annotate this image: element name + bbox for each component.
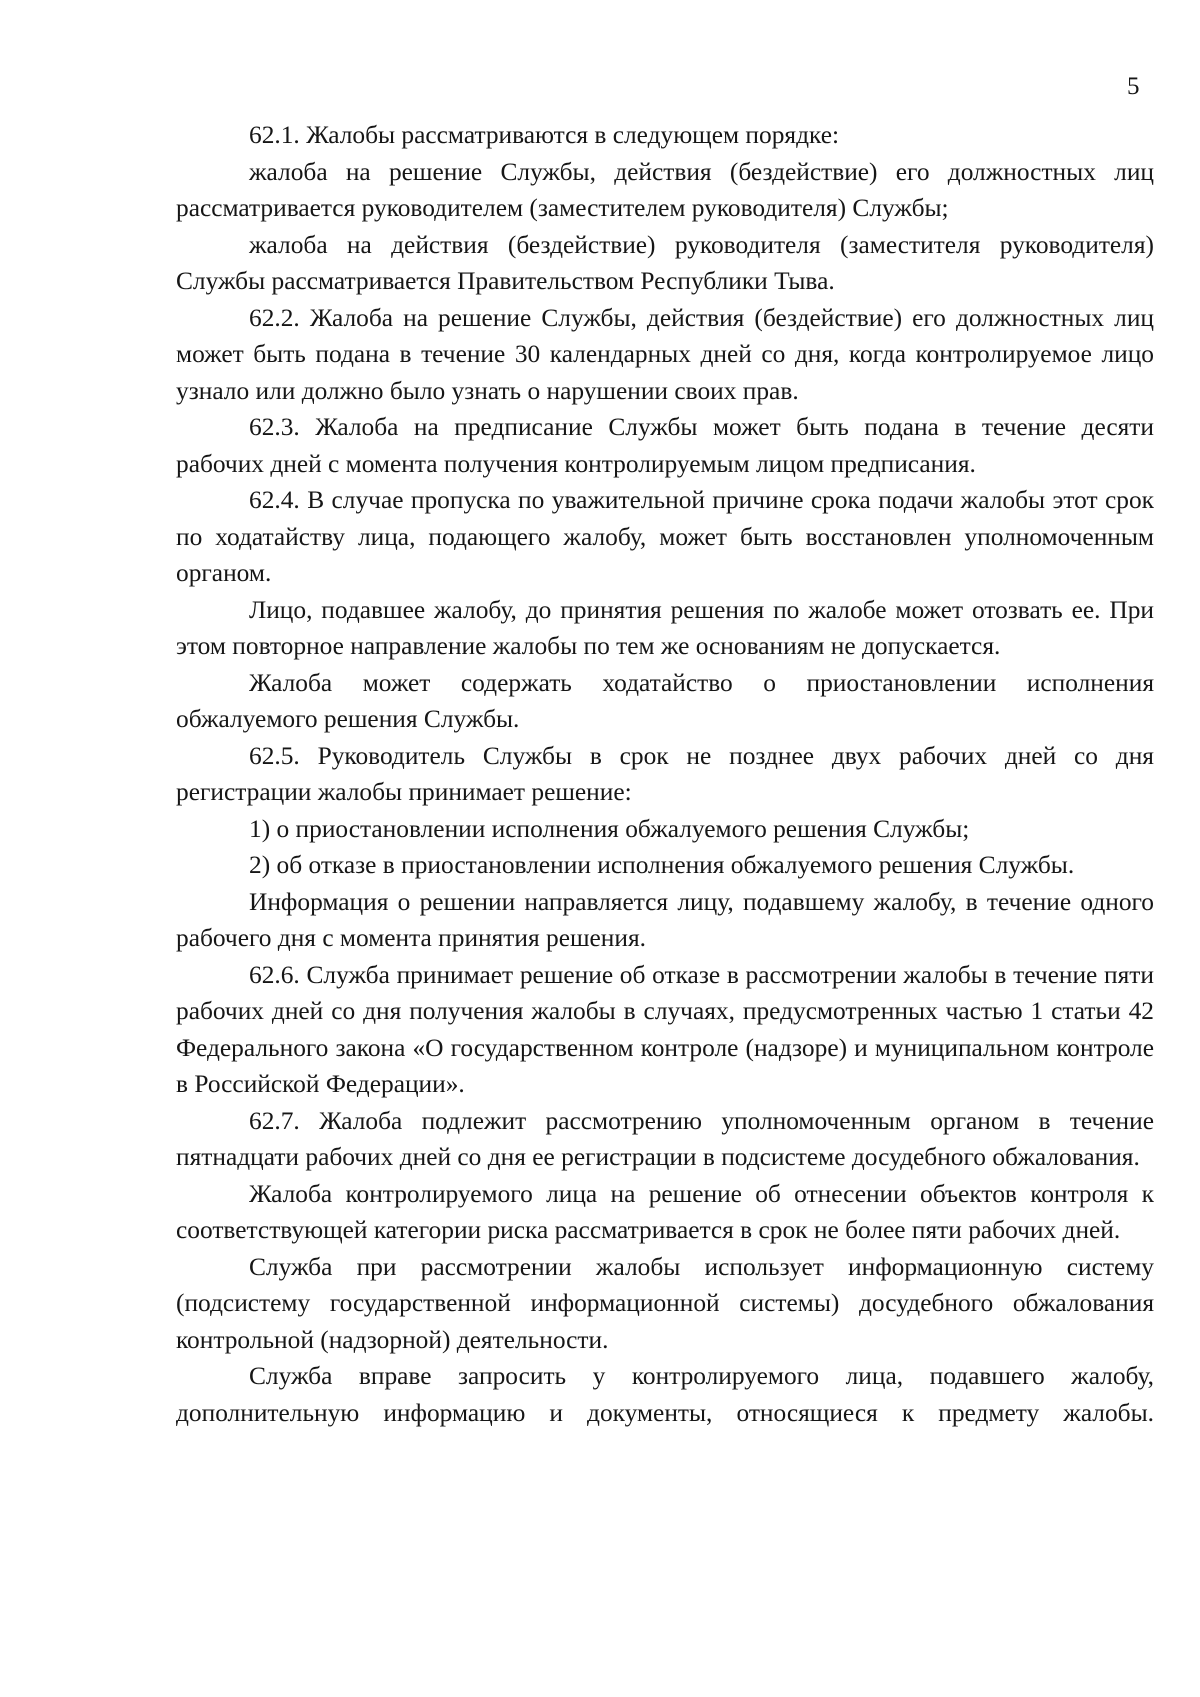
paragraph-information-system: Служба при рассмотрении жалобы использует информационную систему (подсистему государственной информационной системы) досудебного обжалования контрольной (надзорной) деятельности. [176, 1252, 1154, 1354]
paragraph-complaint-on-service-decision: жалоба на решение Службы, действия (бездействие) его должностных лиц рассматривается руководителем (заместителем руководителя) Службы; [176, 157, 1154, 222]
paragraph-62-2: 62.2. Жалоба на решение Службы, действия (бездействие) его должностных лиц может быть подана в течение 30 календарных дней со дня, когда контролируемое лицо узнало или должно было узнать о нарушении своих прав. [176, 303, 1154, 405]
paragraph-complaint-on-head-actions: жалоба на действия (бездействие) руководителя (заместителя руководителя) Службы рассматривается Правительством Республики Тыва. [176, 230, 1154, 295]
paragraph-62-3: 62.3. Жалоба на предписание Службы может быть подана в течение десяти рабочих дней с момента получения контролируемым лицом предписания. [176, 413, 1154, 478]
paragraph-62-6: 62.6. Служба принимает решение об отказе в рассмотрении жалобы в течение пяти рабочих дней со дня получения жалобы в случаях, предусмотренных частью 1 статьи 42 Федерального закона «О государственном контроле (надзоре) и муниципальном контроле в Российской Федерации». [176, 960, 1154, 1098]
paragraph-suspension-petition: Жалоба может содержать ходатайство о приостановлении исполнения обжалуемого решения Службы. [176, 668, 1154, 733]
paragraph-62-7: 62.7. Жалоба подлежит рассмотрению уполномоченным органом в течение пятнадцати рабочих дней со дня ее регистрации в подсистеме досудебного обжалования. [176, 1106, 1154, 1171]
paragraph-withdrawal: Лицо, подавшее жалобу, до принятия решения по жалобе может отозвать ее. При этом повторное направление жалобы по тем же основаниям не допускается. [176, 595, 1154, 660]
page-number: 5 [1127, 73, 1140, 100]
list-item-1: 1) о приостановлении исполнения обжалуемого решения Службы; [249, 814, 970, 843]
paragraph-request-information: Служба вправе запросить у контролируемого лица, подавшего жалобу, дополнительную информацию и документы, относящиеся к предмету жалобы. [176, 1362, 1154, 1427]
paragraph-62-4: 62.4. В случае пропуска по уважительной причине срока подачи жалобы этот срок по ходатайству лица, подающего жалобу, может быть восстановлен уполномоченным органом. [176, 486, 1154, 587]
list-item-2: 2) об отказе в приостановлении исполнения обжалуемого решения Службы. [249, 851, 1075, 879]
paragraph-risk-category-complaint: Жалоба контролируемого лица на решение об отнесении объектов контроля к соответствующей категории риска рассматривается в срок не более пяти рабочих дней. [176, 1179, 1154, 1244]
paragraph-62-5: 62.5. Руководитель Службы в срок не позднее двух рабочих дней со дня регистрации жалобы принимает решение: [176, 741, 1154, 806]
document-body [176, 117, 1154, 1431]
paragraph-62-1-heading: 62.1. Жалобы рассматриваются в следующем порядке: [249, 121, 840, 149]
paragraph-decision-notice: Информация о решении направляется лицу, подавшему жалобу, в течение одного рабочего дня с момента принятия решения. [176, 887, 1154, 952]
